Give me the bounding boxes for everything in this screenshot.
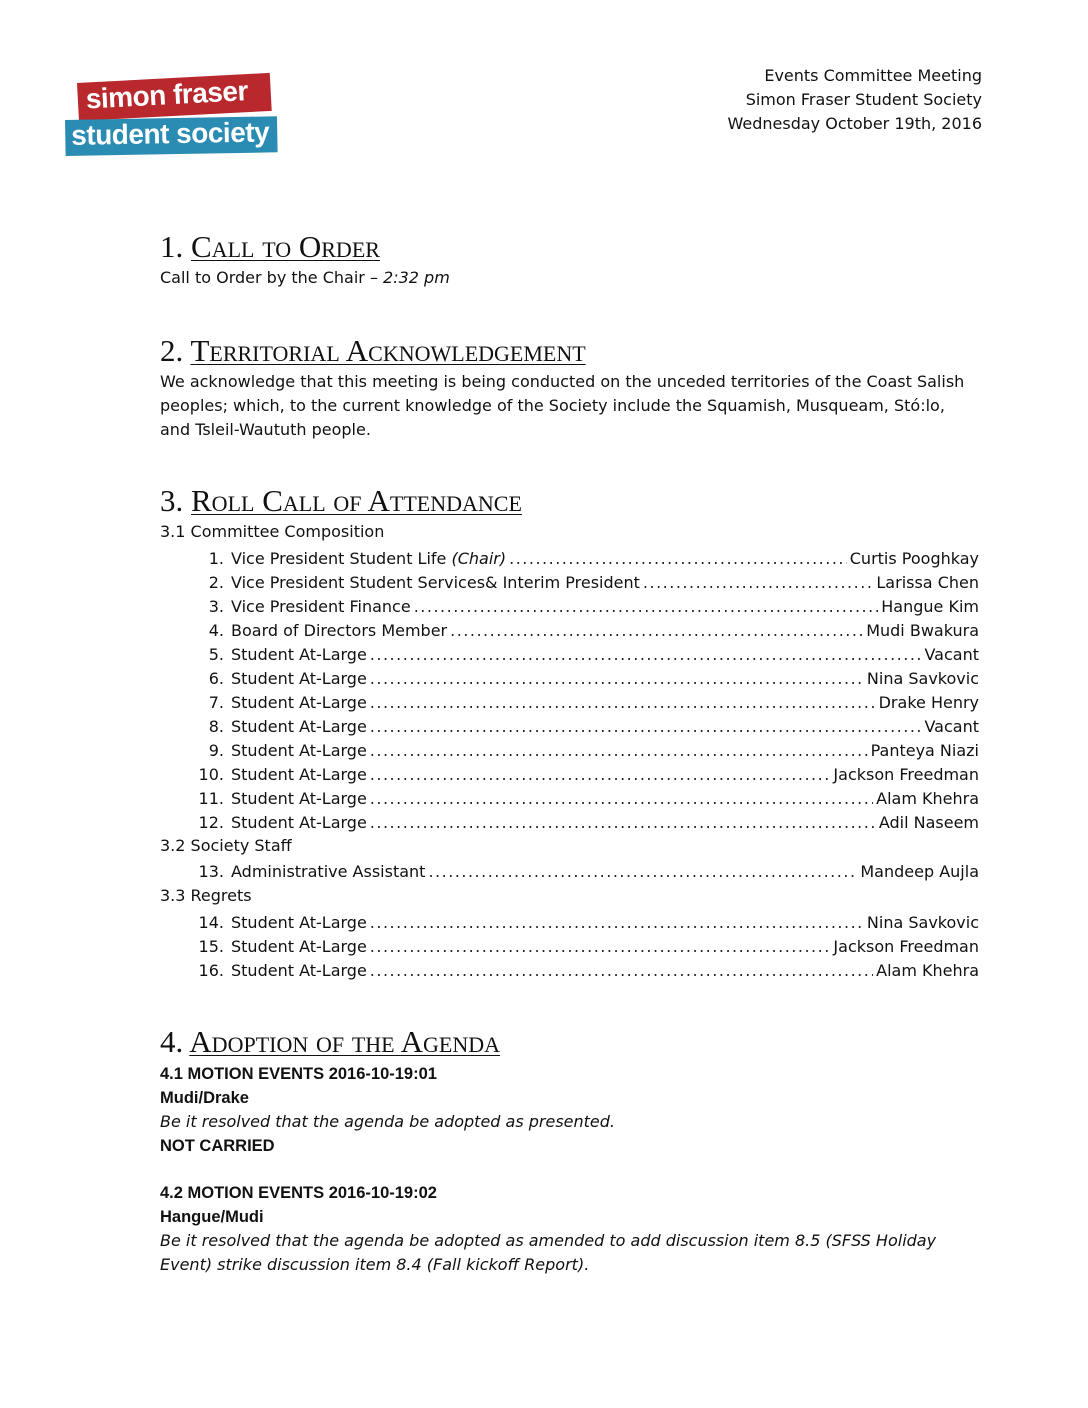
roll-entry-role	[231, 739, 367, 763]
roll-entry-number: 4.	[208, 621, 224, 640]
section-4-title: Adoption of the Agenda	[189, 1024, 501, 1059]
call-to-order-label: Call to Order by the Chair –	[160, 268, 384, 287]
roll-entry-name: Curtis Pooghkay	[849, 549, 979, 568]
roll-entry-name: Drake Henry	[878, 693, 979, 712]
motion-2-movers: Hangue/Mudi	[160, 1208, 264, 1226]
motion-1-heading: 4.1 MOTION EVENTS 2016-10-19:01	[160, 1065, 437, 1083]
roll-entry-role	[231, 571, 640, 595]
roll-entry-number: 12.	[198, 813, 224, 832]
dot-leader	[370, 667, 864, 691]
logo-text-line1: simon fraser	[85, 75, 249, 115]
roll-entry-role	[231, 935, 367, 959]
roll-entry	[192, 715, 979, 739]
roll-entry	[192, 691, 979, 715]
section-3-number: 3.	[160, 483, 191, 518]
roll-entry-role-text: Student At-Large	[231, 961, 367, 980]
roll-entry-role-text: Vice President Finance	[231, 597, 411, 616]
roll-entry-role-text: Student At-Large	[231, 789, 367, 808]
dot-leader	[370, 811, 876, 835]
roll-entry-role-text: Student At-Large	[231, 645, 367, 664]
roll-entry-number: 13.	[198, 862, 224, 881]
roll-entry-role	[231, 811, 367, 835]
roll-entry	[192, 571, 979, 595]
roll-entry-name: Vacant	[924, 717, 979, 736]
section-2-heading	[160, 333, 586, 369]
dot-leader	[509, 547, 847, 571]
roll-entry-role-note: (Chair)	[451, 549, 507, 568]
roll-entry-name: Larissa Chen	[876, 573, 979, 592]
sfss-logo	[65, 75, 280, 155]
roll-entry-name: Mudi Bwakura	[866, 621, 979, 640]
dot-leader	[370, 715, 922, 739]
roll-entry-name: Alam Khehra	[876, 789, 979, 808]
roll-entry-name: Adil Naseem	[878, 813, 979, 832]
section-2-number: 2.	[160, 333, 191, 368]
roll-entry-role	[231, 643, 367, 667]
roll-entry-number: 14.	[198, 913, 224, 932]
dot-leader	[370, 643, 922, 667]
roll-entry-name: Hangue Kim	[881, 597, 979, 616]
roll-entry-name: Nina Savkovic	[866, 669, 979, 688]
roll-entry-role	[231, 763, 367, 787]
roll-entry-role-text: Student At-Large	[231, 765, 367, 784]
roll-entry-role-text: Student At-Large	[231, 741, 367, 760]
dot-leader	[370, 691, 876, 715]
roll-entry-role	[231, 787, 367, 811]
society-staff-subheading: 3.2 Society Staff	[160, 836, 292, 855]
roll-entry-role	[231, 691, 367, 715]
roll-entry-number: 7.	[208, 693, 224, 712]
roll-entry-number: 8.	[208, 717, 224, 736]
roll-entry	[192, 860, 979, 884]
roll-entry	[192, 595, 979, 619]
roll-entry-number: 5.	[208, 645, 224, 664]
roll-entry-number: 9.	[208, 741, 224, 760]
section-2-title: Territorial Acknowledgement	[190, 333, 586, 368]
roll-entry-number: 2.	[208, 573, 224, 592]
motion-1-text: Be it resolved that the agenda be adopted as presented.	[160, 1112, 616, 1131]
roll-entry-role	[231, 619, 447, 643]
roll-entry	[192, 619, 979, 643]
roll-entry	[192, 811, 979, 835]
roll-entry-role	[231, 595, 411, 619]
header-organization: Simon Fraser Student Society	[745, 90, 982, 109]
roll-entry-number: 15.	[198, 937, 224, 956]
dot-leader	[370, 787, 873, 811]
roll-entry-number: 3.	[208, 597, 224, 616]
roll-entry-role-text: Student At-Large	[231, 813, 367, 832]
roll-entry	[192, 787, 979, 811]
roll-entry	[192, 763, 979, 787]
roll-entry-role-text: Administrative Assistant	[231, 862, 426, 881]
committee-composition-subheading: 3.1 Committee Composition	[160, 522, 385, 541]
roll-entry-role-text: Vice President Student Services& Interim President	[231, 573, 640, 592]
territorial-acknowledgement-text: We acknowledge that this meeting is being conducted on the unceded territories of the Coast Salish peoples; which, to the current knowledge of the Society include the Squamish, Musqueam, Stó:lo, and Tsleil-Waututh people.	[160, 372, 965, 439]
motion-2-text: Be it resolved that the agenda be adopted as amended to add discussion item 8.5 (SFSS Holiday Event) strike discussion item 8.4 (Fall kickoff Report).	[160, 1231, 937, 1274]
motion-1-movers: Mudi/Drake	[160, 1089, 249, 1107]
roll-entry-role	[231, 911, 367, 935]
roll-entry-role-text: Vice President Student Life	[231, 549, 452, 568]
motion-1-result: NOT CARRIED	[160, 1137, 275, 1155]
logo-top-band	[77, 73, 272, 121]
roll-entry-number: 11.	[198, 789, 224, 808]
roll-entry	[192, 547, 979, 571]
section-3-heading	[160, 483, 522, 519]
roll-entry-role	[231, 959, 367, 983]
logo-text-line2: student society	[70, 116, 270, 151]
roll-entry-role-text: Student At-Large	[231, 717, 367, 736]
document-header	[728, 64, 983, 136]
dot-leader	[370, 911, 864, 935]
section-3-title: Roll Call of Attendance	[191, 483, 522, 518]
roll-entry-name: Panteya Niazi	[870, 741, 979, 760]
dot-leader	[643, 571, 874, 595]
dot-leader	[370, 739, 868, 763]
section-1-heading	[160, 229, 380, 265]
roll-entry-name: Jackson Freedman	[833, 765, 979, 784]
roll-entry-name: Mandeep Aujla	[860, 862, 979, 881]
section-1-title: Call to Order	[191, 229, 380, 264]
dot-leader	[370, 763, 831, 787]
dot-leader	[428, 860, 857, 884]
roll-entry-name: Jackson Freedman	[833, 937, 979, 956]
roll-entry-name: Nina Savkovic	[866, 913, 979, 932]
section-4-heading	[160, 1024, 500, 1060]
roll-entry-name: Alam Khehra	[876, 961, 979, 980]
dot-leader	[370, 959, 873, 983]
section-4-number: 4.	[160, 1024, 190, 1059]
roll-entry-number: 6.	[208, 669, 224, 688]
dot-leader	[414, 595, 879, 619]
roll-entry-role-text: Student At-Large	[231, 669, 367, 688]
dot-leader	[450, 619, 863, 643]
roll-entry	[192, 959, 979, 983]
roll-entry-name: Vacant	[924, 645, 979, 664]
roll-entry	[192, 911, 979, 935]
roll-entry	[192, 935, 979, 959]
roll-entry-number: 10.	[198, 765, 224, 784]
section-1-number: 1.	[160, 229, 191, 264]
regrets-subheading: 3.3 Regrets	[160, 886, 252, 905]
roll-entry-role	[231, 547, 506, 571]
roll-entry-number: 1.	[208, 549, 224, 568]
roll-entry	[192, 667, 979, 691]
call-to-order-time: 2:32 pm	[383, 268, 450, 287]
header-date: Wednesday October 19th, 2016	[727, 114, 982, 133]
logo-bottom-band	[65, 116, 278, 156]
roll-entry	[192, 643, 979, 667]
dot-leader	[370, 935, 831, 959]
header-meeting-name: Events Committee Meeting	[764, 66, 982, 85]
roll-entry-role-text: Student At-Large	[231, 937, 367, 956]
roll-entry-role-text: Student At-Large	[231, 693, 367, 712]
roll-entry-role	[231, 860, 425, 884]
roll-entry-role-text: Board of Directors Member	[231, 621, 448, 640]
roll-entry-role	[231, 715, 367, 739]
roll-entry	[192, 739, 979, 763]
motion-2-heading: 4.2 MOTION EVENTS 2016-10-19:02	[160, 1184, 437, 1202]
call-to-order-text	[160, 266, 450, 290]
roll-entry-role-text: Student At-Large	[231, 913, 367, 932]
roll-entry-role	[231, 667, 367, 691]
roll-entry-number: 16.	[198, 961, 224, 980]
